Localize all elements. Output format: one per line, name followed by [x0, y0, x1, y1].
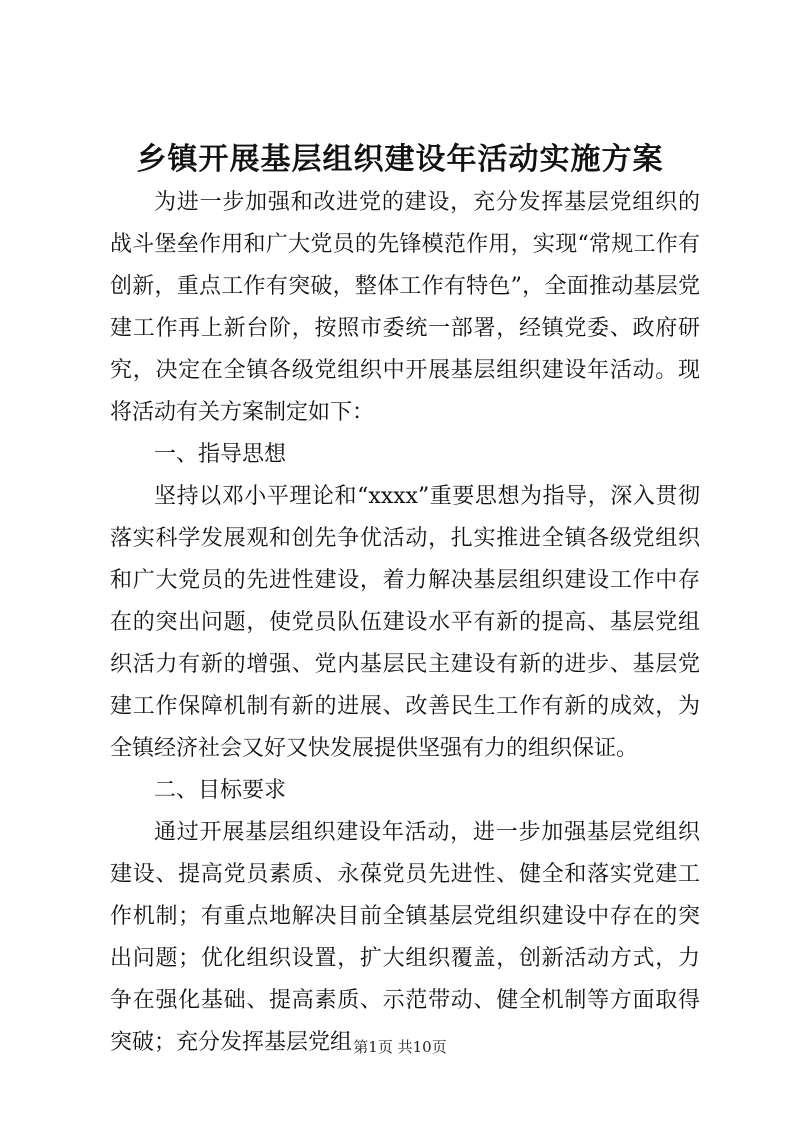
- intro-paragraph: 为进一步加强和改进党的建设，充分发挥基层党组织的战斗堡垒作用和广大党员的先锋模范作用，实现“常规工作有创新，重点工作有突破，整体工作有特色”，全面推动基层党建工作再上新台阶，按照市委统一部署，经镇党委、政府研究，决定在全镇各级党组织中开展基层组织建设年活动。现将活动有关方案制定如下：: [110, 190, 700, 425]
- section-heading-guiding-ideology: 一、指导思想: [154, 442, 287, 467]
- page-number-footer: 第1页 共10页: [353, 1038, 447, 1056]
- guiding-ideology-paragraph: 坚持以邓小平理论和“xxxx”重要思想为指导，深入贯彻落实科学发展观和创先争优活动，扎实推进全镇各级党组织和广大党员的先进性建设，着力解决基层组织建设工作中存在的突出问题，使党员队伍建设水平有新的提高、基层党组织活力有新的增强、党内基层民主建设有新的进步、基层党建工作保障机制有新的进展、改善民生工作有新的成效，为全镇经济社会又好又快发展提供坚强有力的组织保证。: [110, 484, 700, 761]
- document-body: [110, 182, 700, 1064]
- section-heading-goals: 二、目标要求: [154, 778, 287, 803]
- goals-paragraph: 通过开展基层组织建设年活动，进一步加强基层党组织建设、提高党员素质、永葆党员先进性、健全和落实党建工作机制；有重点地解决目前全镇基层党组织建设中存在的突出问题；优化组织设置，扩大组织覆盖，创新活动方式，力争在强化基础、提高素质、示范带动、健全机制等方面取得突破；充分发挥基层党组: [110, 820, 700, 1055]
- document-title: 乡镇开展基层组织建设年活动实施方案: [136, 142, 664, 177]
